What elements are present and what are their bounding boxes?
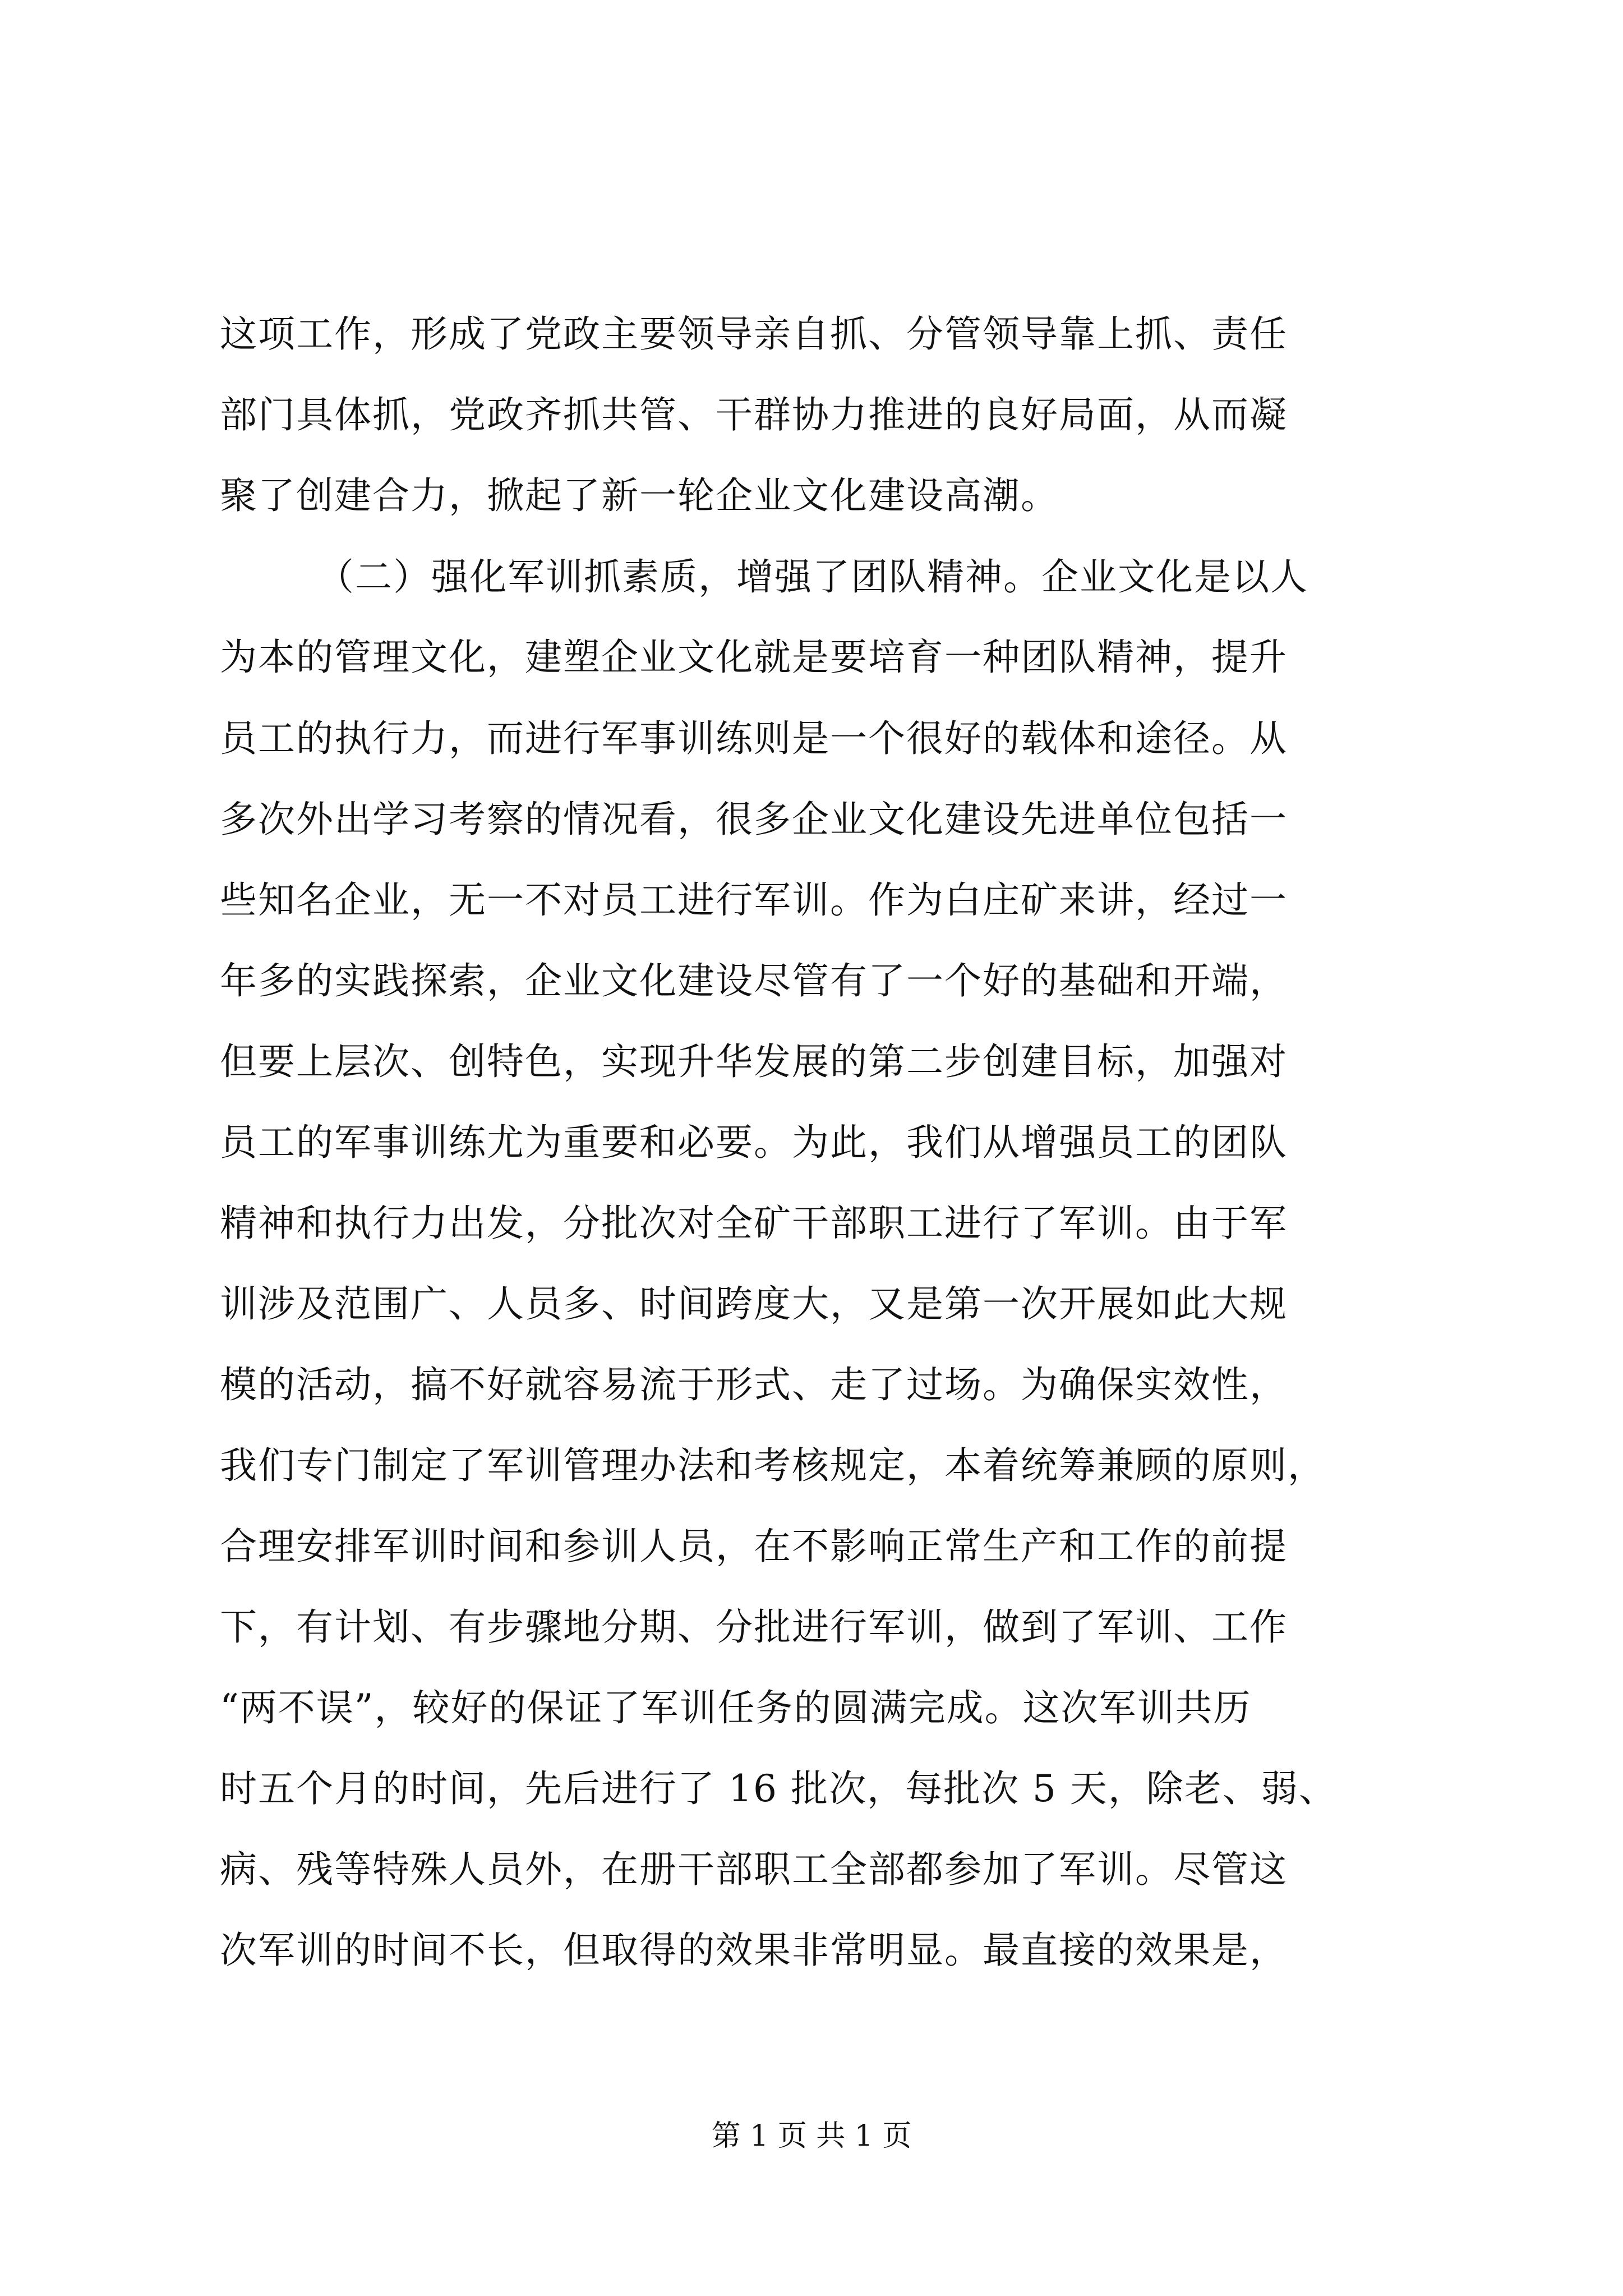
paragraph-line xyxy=(0,1351,1623,1419)
line-text: 我们专门制定了军训管理办法和考核规定，本着统筹兼顾的原则， xyxy=(220,1444,1326,1487)
line-text: 模的活动，搞不好就容易流于形式、走了过场。为确保实效性， xyxy=(220,1363,1288,1406)
paragraph-line xyxy=(0,1917,1623,1984)
line-text: 时五个月的时间，先后进行了 16 批次，每批次 5 天，除老、弱、 xyxy=(220,1767,1337,1810)
paragraph-line xyxy=(0,867,1623,934)
paragraph-line xyxy=(0,1190,1623,1257)
line-text: 这项工作，形成了党政主要领导亲自抓、分管领导靠上抓、责任 xyxy=(220,312,1288,356)
paragraph-line xyxy=(0,624,1623,691)
line-text: 但要上层次、创特色，实现升华发展的第二步创建目标，加强对 xyxy=(220,1040,1288,1083)
line-text: 为本的管理文化，建塑企业文化就是要培育一种团队精神，提升 xyxy=(220,636,1288,679)
line-text: 员工的军事训练尤为重要和必要。为此，我们从增强员工的团队 xyxy=(220,1121,1288,1164)
paragraph-line xyxy=(0,786,1623,853)
paragraph-line xyxy=(0,301,1623,368)
paragraph-line xyxy=(0,1755,1623,1823)
paragraph-line xyxy=(0,1432,1623,1499)
line-text: 合理安排军训时间和参训人员，在不影响正常生产和工作的前提 xyxy=(220,1525,1288,1568)
paragraph-line xyxy=(0,1594,1623,1661)
line-text: 训涉及范围广、人员多、时间跨度大，又是第一次开展如此大规 xyxy=(220,1282,1288,1326)
line-text: 次军训的时间不长，但取得的效果非常明显。最直接的效果是， xyxy=(220,1929,1288,1972)
paragraph-line xyxy=(0,1109,1623,1176)
line-text: “两不误”，较好的保证了军训任务的圆满完成。这次军训共历 xyxy=(220,1686,1252,1729)
paragraph-line xyxy=(0,1271,1623,1338)
paragraph-line xyxy=(0,544,1623,611)
line-text: 精神和执行力出发，分批次对全矿干部职工进行了军训。由于军 xyxy=(220,1202,1288,1245)
page-footer: 第 1 页 共 1 页 xyxy=(711,2119,912,2153)
paragraph-line xyxy=(0,1836,1623,1903)
paragraph-line xyxy=(0,1674,1623,1742)
paragraph-line xyxy=(0,705,1623,772)
line-text: 聚了创建合力，掀起了新一轮企业文化建设高潮。 xyxy=(220,474,1059,517)
paragraph-line xyxy=(0,1028,1623,1096)
line-text: 年多的实践探索，企业文化建设尽管有了一个好的基础和开端， xyxy=(220,959,1288,1002)
paragraph-line xyxy=(0,381,1623,449)
line-text: 员工的执行力，而进行军事训练则是一个很好的载体和途径。从 xyxy=(220,717,1288,760)
line-text: 下，有计划、有步骤地分期、分批进行军训，做到了军训、工作 xyxy=(220,1605,1288,1649)
line-text: （二）强化军训抓素质，增强了团队精神。企业文化是以人 xyxy=(317,555,1308,599)
paragraph-line xyxy=(0,1513,1623,1580)
paragraph-line xyxy=(0,947,1623,1015)
paragraph-line xyxy=(0,462,1623,530)
line-text: 病、残等特殊人员外，在册干部职工全部都参加了军训。尽管这 xyxy=(220,1848,1288,1891)
line-text: 多次外出学习考察的情况看，很多企业文化建设先进单位包括一 xyxy=(220,798,1288,841)
line-text: 部门具体抓，党政齐抓共管、干群协力推进的良好局面，从而凝 xyxy=(220,393,1288,436)
line-text: 些知名企业，无一不对员工进行军训。作为白庄矿来讲，经过一 xyxy=(220,878,1288,922)
